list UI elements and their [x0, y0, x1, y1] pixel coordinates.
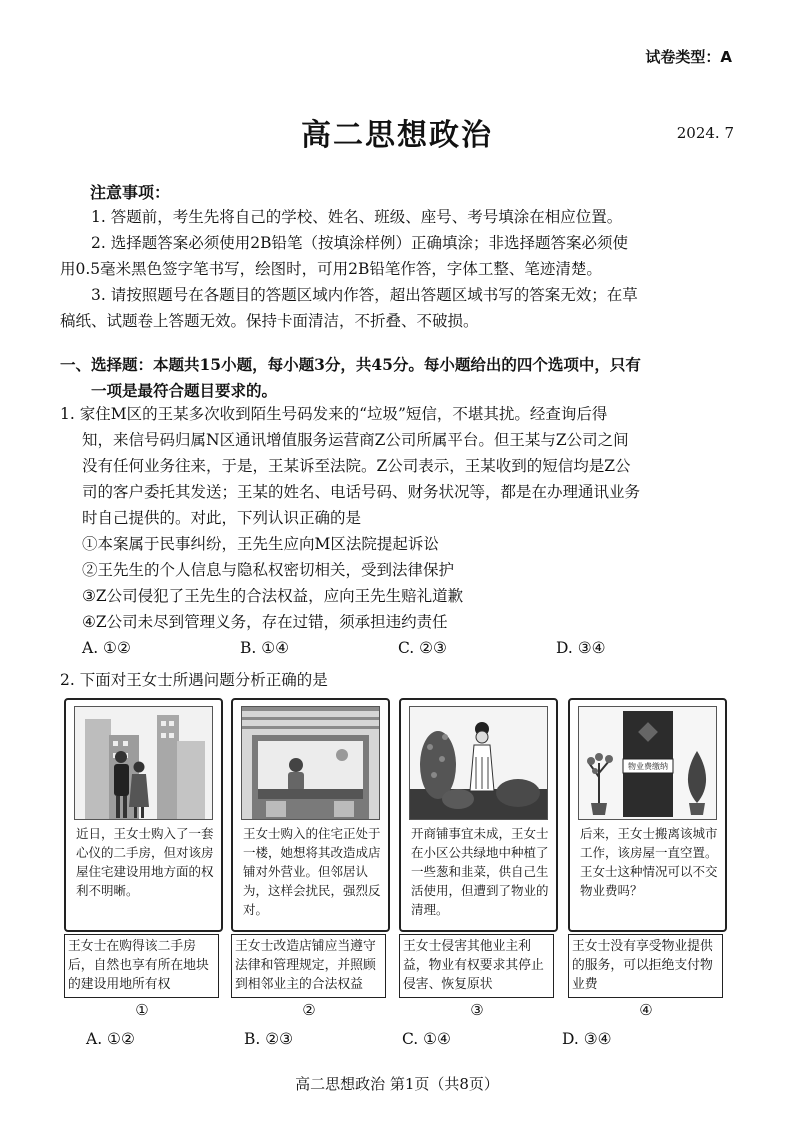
analysis-box-1: 王女士在购得该二手房后，自然也享有所在地块的建设用地所有权 [64, 934, 219, 998]
notice-sign-text: 物业费缴纳 [628, 762, 668, 771]
panel-2-caption: 王女士购入的住宅正处于一楼，她想将其改造成店铺对外营业。但邻居认为，这样会扰民，强烈反对。 [243, 826, 381, 917]
q1-option-c[interactable]: C. ②③ [398, 639, 447, 657]
panel-4-illustration [578, 706, 717, 820]
q1-stem-line: 知，来信号码归属N区通讯增值服务运营商Z公司所属平台。但王某与Z公司之间 [82, 431, 629, 449]
q1-options [60, 635, 750, 661]
section-heading [60, 352, 750, 404]
comic-panel-3 [399, 698, 558, 932]
panel-3-caption: 开商铺事宜未成，王女士在小区公共绿地中种植了一些葱和韭菜，供自己生活使用，但遭到了物业的清理。 [411, 826, 549, 917]
q1-statement-2: ②王先生的个人信息与隐私权密切相关，受到法律保护 [82, 561, 455, 579]
q2-option-a[interactable]: A. ①② [86, 1030, 135, 1048]
q2-option-d[interactable]: D. ③④ [562, 1030, 612, 1048]
q1-stem-line: 没有任何业务往来，于是，王某诉至法院。Z公司表示，王某收到的短信均是Z公 [82, 457, 631, 475]
notice-item-3a: 3. 请按照题号在各题目的答题区域内作答，超出答题区域书写的答案无效；在草 [91, 286, 638, 304]
page-title: 高二思想政治 [301, 118, 493, 153]
q1-option-d[interactable]: D. ③④ [556, 639, 606, 657]
q1-stem-line: 时自己提供的。对此，下列认识正确的是 [82, 509, 362, 527]
q1-statement-1: ①本案属于民事纠纷，王先生应向M区法院提起诉讼 [82, 535, 439, 553]
question-1 [60, 401, 750, 661]
panel-2-illustration [241, 706, 380, 820]
analysis-box-2: 王女士改造店铺应当遵守法律和管理规定，并照顾到相邻业主的合法权益 [231, 934, 386, 998]
notice-heading: 注意事项： [90, 183, 171, 202]
paper-type: 试卷类型：A [645, 48, 732, 66]
box-number-1: ① [135, 1001, 149, 1019]
notice-block [60, 204, 746, 334]
analysis-box-4: 王女士没有享受物业提供的服务，可以拒绝支付物业费 [568, 934, 723, 998]
panel-1-illustration [74, 706, 213, 820]
comic-panel-2 [231, 698, 390, 932]
q2-stem: 2. 下面对王女士所遇问题分析正确的是 [60, 671, 328, 689]
door-plants-image [579, 707, 716, 819]
shop-image [242, 707, 379, 819]
box-number-3: ③ [470, 1001, 484, 1019]
notice-item-2a: 2. 选择题答案必须使用2B铅笔（按填涂样例）正确填涂；非选择题答案必须使 [91, 234, 628, 252]
page-footer: 高二思想政治 第1页（共8页） [295, 1075, 499, 1093]
panel-1-caption: 近日，王女士购入了一套心仪的二手房，但对该房屋住宅建设用地方面的权利不明晰。 [76, 826, 214, 898]
panel-4-caption: 后来，王女士搬离该城市工作，该房屋一直空置。王女士这种情况可以不交物业费吗？ [580, 826, 718, 898]
q2-option-c[interactable]: C. ①④ [402, 1030, 451, 1048]
garden-woman-image [410, 707, 547, 819]
notice-item-2b: 用0.5毫米黑色签字笔书写，绘图时，可用2B铅笔作答，字体工整、笔迹清楚。 [60, 260, 602, 278]
box-number-4: ④ [639, 1001, 653, 1019]
q1-stem-line: 1. 家住M区的王某多次收到陌生号码发来的“垃圾”短信，不堪其扰。经查询后得 [60, 405, 608, 423]
q1-option-a[interactable]: A. ①② [82, 639, 131, 657]
box-number-2: ② [302, 1001, 316, 1019]
q2-option-b[interactable]: B. ②③ [244, 1030, 294, 1048]
comic-panel-1 [64, 698, 223, 932]
q1-statement-4: ④Z公司未尽到管理义务，存在过错，须承担违约责任 [82, 613, 448, 631]
comic-panel-4 [568, 698, 727, 932]
section-line-1: 一、选择题：本题共15小题，每小题3分，共45分。每小题给出的四个选项中，只有 [60, 355, 641, 374]
notice-item-3b: 稿纸、试题卷上答题无效。保持卡面清洁，不折叠、不破损。 [60, 312, 479, 330]
buildings-people-image [75, 707, 212, 819]
section-line-2: 一项是最符合题目要求的。 [91, 381, 278, 400]
q1-statement-3: ③Z公司侵犯了王先生的合法权益，应向王先生赔礼道歉 [82, 587, 464, 605]
q1-stem-line: 司的客户委托其发送；王某的姓名、电话号码、财务状况等，都是在办理通讯业务 [82, 483, 641, 501]
exam-date: 2024. 7 [676, 124, 734, 142]
q1-option-b[interactable]: B. ①④ [240, 639, 290, 657]
panel-3-illustration [409, 706, 548, 820]
analysis-box-3: 王女士侵害其他业主利益，物业有权要求其停止侵害、恢复原状 [399, 934, 554, 998]
notice-item-1: 1. 答题前，考生先将自己的学校、姓名、班级、座号、考号填涂在相应位置。 [91, 208, 623, 226]
